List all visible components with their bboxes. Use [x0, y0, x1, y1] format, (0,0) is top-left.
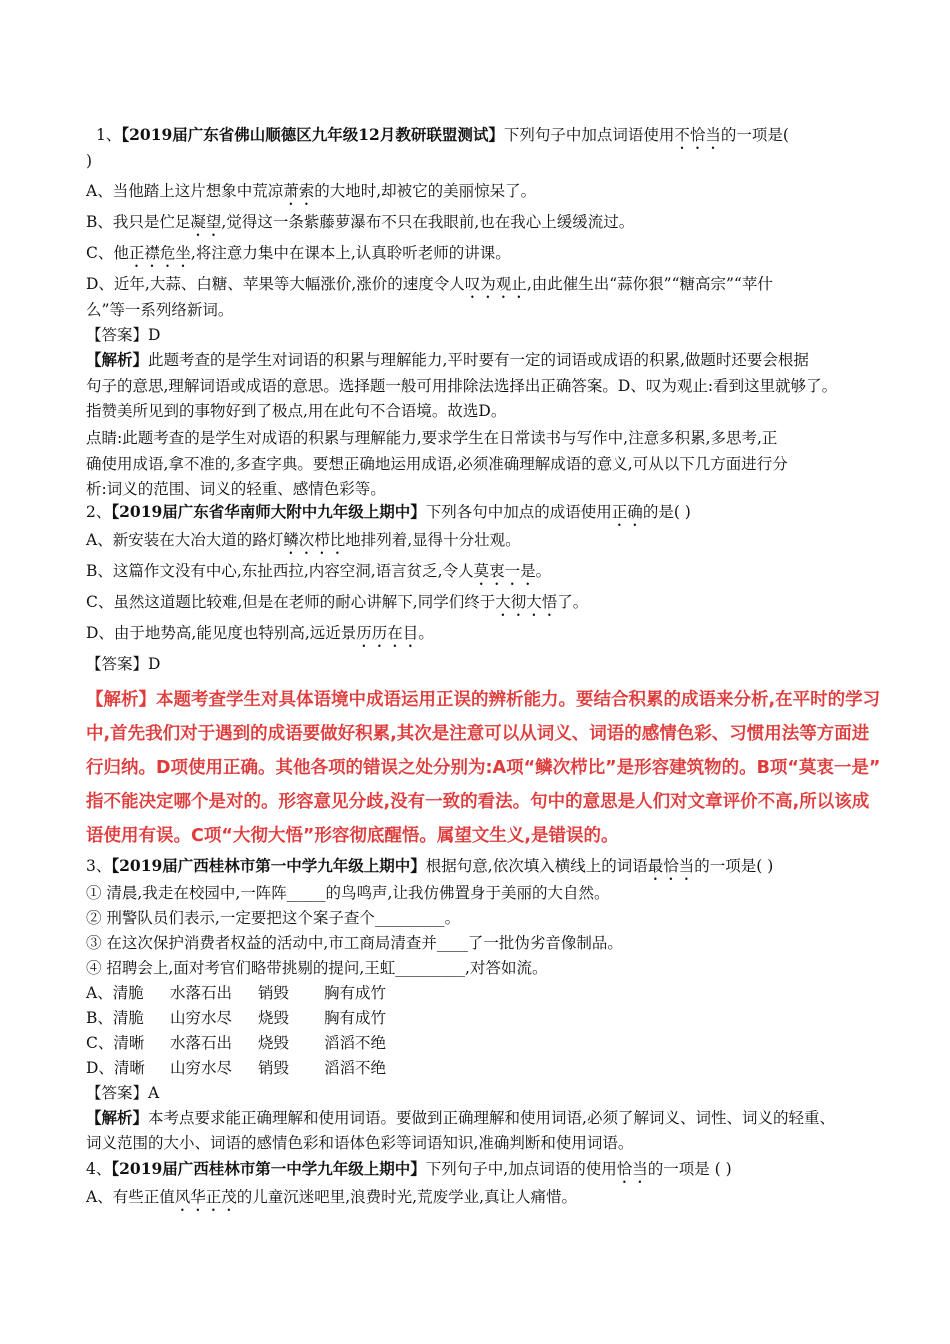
q3-option-b-w1: B、清脆: [86, 1009, 144, 1027]
q3-option-d: [86, 1058, 386, 1078]
q2-stem: [86, 502, 691, 530]
q2-option-c-tail: 了。: [557, 593, 589, 611]
q2-answer: 【答案】D: [86, 655, 161, 673]
q3-analysis-line-2: 词义范围的大小、词语的感情色彩和语体色彩等词语知识,准确判断和使用词语。: [86, 1134, 634, 1152]
q3-analysis-text: 本考点要求能正确理解和使用词语。要做到正确理解和使用词语,必须了解词义、词性、词义的轻重、: [148, 1109, 835, 1127]
q1-option-d-cont: 么”等一系列络新词。: [86, 301, 234, 319]
q3-option-c-w3: 烧毁: [258, 1034, 290, 1052]
q2-analysis-line-2: 中,首先我们对于遇到的成语要做好积累,其次是注意可以从词义、词语的感情色彩、习惯用法等方面进: [86, 724, 870, 744]
q4-stem-text: 下列句子中,加点词语的使用: [425, 1160, 617, 1178]
q3-option-b-w3: 烧毁: [258, 1009, 290, 1027]
q3-option-c-w2: 水落石出: [170, 1034, 233, 1052]
q4-option-a-emphasis: 风华正茂: [174, 1188, 237, 1206]
q1-option-c-tail: ,将注意力集中在课本上,认真聆听老师的讲课。: [190, 244, 511, 262]
q1-tip-line-1: 点睛:此题考查的是学生对成语的积累与理解能力,要求学生在日常读书与写作中,注意多积累,多思考,正: [86, 429, 778, 447]
q1-stem-close: ): [86, 152, 93, 170]
q1-option-a-emphasis: 萧索: [283, 182, 315, 200]
q1-option-d: [86, 274, 773, 302]
q1-stem: [96, 125, 789, 153]
q3-stem-text: 根据句意,依次填入横线上的词语: [425, 857, 648, 875]
q1-analysis-tag: 【解析】: [86, 350, 149, 369]
q2-option-c-emphasis: 大彻大悟: [495, 593, 558, 611]
q3-stem-tail: 的一项是( ): [694, 857, 774, 875]
q2-number: 2、: [86, 503, 112, 521]
q4-option-a-text: A、有些正值: [86, 1188, 175, 1206]
q3-option-d-w3: 销毁: [258, 1059, 290, 1077]
q1-analysis-text: 此题考查的是学生对词语的积累与理解能力,平时要有一定的词语或成语的积累,做题时还要会根据: [148, 351, 809, 369]
q2-option-d-tail: 。: [418, 624, 434, 642]
q3-option-a-w1: A、清脆: [86, 984, 144, 1002]
q2-option-a: [86, 530, 521, 558]
q1-option-c-text: C、他: [86, 244, 129, 262]
q3-stem-emphasis: 最恰当: [647, 857, 695, 875]
q1-tip-line-2: 确使用成语,拿不准的,多查字典。要想正确地运用成语,必须准确理解成语的意义,可从以下几方面进行分: [86, 455, 788, 473]
q1-option-b-text: B、我只是伫足: [86, 213, 191, 231]
q4-stem: [86, 1159, 732, 1187]
q3-sentence-3: ③ 在这次保护消费者权益的活动中,市工商局清查并____了一批伪劣音像制品。: [86, 934, 623, 952]
q2-option-b-emphasis: 莫衷一是: [473, 562, 536, 580]
q2-option-d-emphasis: 历历在目: [356, 624, 419, 642]
q1-option-c: [86, 243, 511, 271]
q2-option-a-tail: 地排列着,显得十分壮观。: [345, 531, 521, 549]
q2-option-c-text: C、虽然这道题比较难,但是在老师的耐心讲解下,同学们终于: [86, 593, 496, 611]
q3-sentence-2: ② 刑警队员们表示,一定要把这个案子查个_________。: [86, 909, 461, 927]
q3-answer: 【答案】A: [86, 1084, 160, 1102]
q3-option-a-w4: 胸有成竹: [324, 984, 387, 1002]
q3-analysis-line-1: [86, 1108, 835, 1128]
q1-option-a-tail: 的大地时,却被它的美丽惊呆了。: [314, 182, 537, 200]
q3-option-b-w2: 山穷水尽: [170, 1009, 233, 1027]
q2-option-c: [86, 592, 588, 620]
q2-analysis-line-5: 语使用有误。C项“大彻大悟”形容彻底醒悟。属望文生义,是错误的。: [86, 826, 619, 846]
q3-option-b: [86, 1008, 386, 1028]
q2-analysis-line-4: 指不能决定哪个是对的。形容意见分歧,没有一致的看法。句中的意思是人们对文章评价不高,所以该成: [86, 792, 870, 812]
q4-option-a-tail: 的儿童沉迷吧里,浪费时光,荒废学业,真让人痛惜。: [236, 1188, 578, 1206]
q1-answer: 【答案】D: [86, 326, 161, 344]
q1-option-b: [86, 212, 634, 240]
q2-option-b-text: B、这篇作文没有中心,东扯西拉,内容空洞,语言贫乏,令人: [86, 562, 474, 580]
q3-option-c: [86, 1033, 386, 1053]
q1-analysis-line-3: 指赞美所见到的事物好到了极点,用在此句不合语境。故选D。: [86, 402, 507, 420]
q4-source: 【2019届广西桂林市第一中学九年级上期中】: [111, 1159, 426, 1178]
q1-option-b-tail: ,觉得这一条紫藤萝瀑布不只在我眼前,也在我心上缓缓流过。: [221, 213, 635, 231]
q3-option-d-w4: 滔滔不绝: [324, 1059, 387, 1077]
q2-option-b-tail: 。: [535, 562, 552, 580]
q2-option-d-text: D、由于地势高,能见度也特别高,远近景: [86, 624, 357, 642]
q4-stem-emphasis: 恰当: [616, 1160, 648, 1178]
q1-option-a: [86, 181, 536, 209]
q1-source: 【2019届广东省佛山顺德区九年级12月教研联盟测试】: [121, 125, 504, 144]
q1-analysis-line-1: [86, 350, 809, 370]
q2-option-a-text: A、新安装在大冶大道的路灯: [86, 531, 284, 549]
q3-option-a-w3: 销毁: [258, 984, 290, 1002]
q3-source: 【2019届广西桂林市第一中学九年级上期中】: [111, 856, 426, 875]
q1-tip-line-3: 析:词义的范围、词义的轻重、感情色彩等。: [86, 480, 386, 498]
q1-option-d-emphasis: 叹为观止: [464, 275, 527, 293]
q3-option-c-w1: C、清晰: [86, 1034, 145, 1052]
q2-option-d: [86, 623, 434, 651]
q2-stem-emphasis: 正确: [611, 503, 643, 521]
q3-option-d-w1: D、清晰: [86, 1059, 145, 1077]
q1-option-b-emphasis: 凝望: [190, 213, 222, 231]
q3-option-c-w4: 滔滔不绝: [324, 1034, 387, 1052]
q1-analysis-line-2: 句子的意思,理解词语或成语的意思。选择题一般可用排除法选择出正确答案。D、叹为观止:看到这里就够了。: [86, 377, 838, 395]
q4-option-a: [86, 1187, 577, 1215]
q3-option-a-w2: 水落石出: [170, 984, 233, 1002]
q2-option-a-emphasis: 鳞次栉比: [283, 531, 346, 549]
q1-stem-emphasis: 不恰当: [674, 126, 721, 144]
q3-number: 3、: [86, 857, 112, 875]
q1-stem-text: 下列句子中加点词语使用: [503, 126, 675, 144]
q2-source: 【2019届广东省华南师大附中九年级上期中】: [111, 502, 426, 521]
q2-stem-tail: 的是( ): [642, 503, 691, 521]
q2-stem-text: 下列各句中加点的成语使用: [425, 503, 612, 521]
q1-option-d-text: D、近年,大蒜、白糖、苹果等大幅涨价,涨价的速度令人: [86, 275, 465, 293]
q1-stem-tail: 的一项是(: [720, 126, 789, 144]
q2-analysis-line-3: 行归纳。D项使用正确。其他各项的错误之处分别为:A项“鳞次栉比”是形容建筑物的。B项“莫衷一是”: [86, 758, 881, 778]
q3-analysis-tag: 【解析】: [86, 1108, 149, 1127]
q3-sentence-1: ① 清晨,我走在校园中,一阵阵_____的鸟鸣声,让我仿佛置身于美丽的大自然。: [86, 884, 610, 902]
q2-analysis-line-1: 【解析】本题考查学生对具体语境中成语运用正误的辨析能力。要结合积累的成语来分析,在平时的学习: [86, 690, 881, 710]
q3-option-a: [86, 983, 386, 1003]
q3-stem: [86, 856, 773, 884]
q1-option-d-tail: ,由此催生出“蒜你狠”“糖高宗”“苹什: [526, 275, 773, 293]
q2-option-b: [86, 561, 551, 589]
q1-option-c-emphasis: 正襟危坐: [128, 244, 191, 262]
q3-option-b-w4: 胸有成竹: [324, 1009, 387, 1027]
q4-stem-tail: 的一项是 ( ): [647, 1160, 732, 1178]
q4-number: 4、: [86, 1160, 112, 1178]
q1-number: 1、: [96, 126, 122, 144]
q3-sentence-4: ④ 招聘会上,面对考官们略带挑剔的提问,王虹_________,对答如流。: [86, 959, 548, 977]
q3-option-d-w2: 山穷水尽: [170, 1059, 233, 1077]
q1-option-a-text: A、当他踏上这片想象中荒凉: [86, 182, 284, 200]
